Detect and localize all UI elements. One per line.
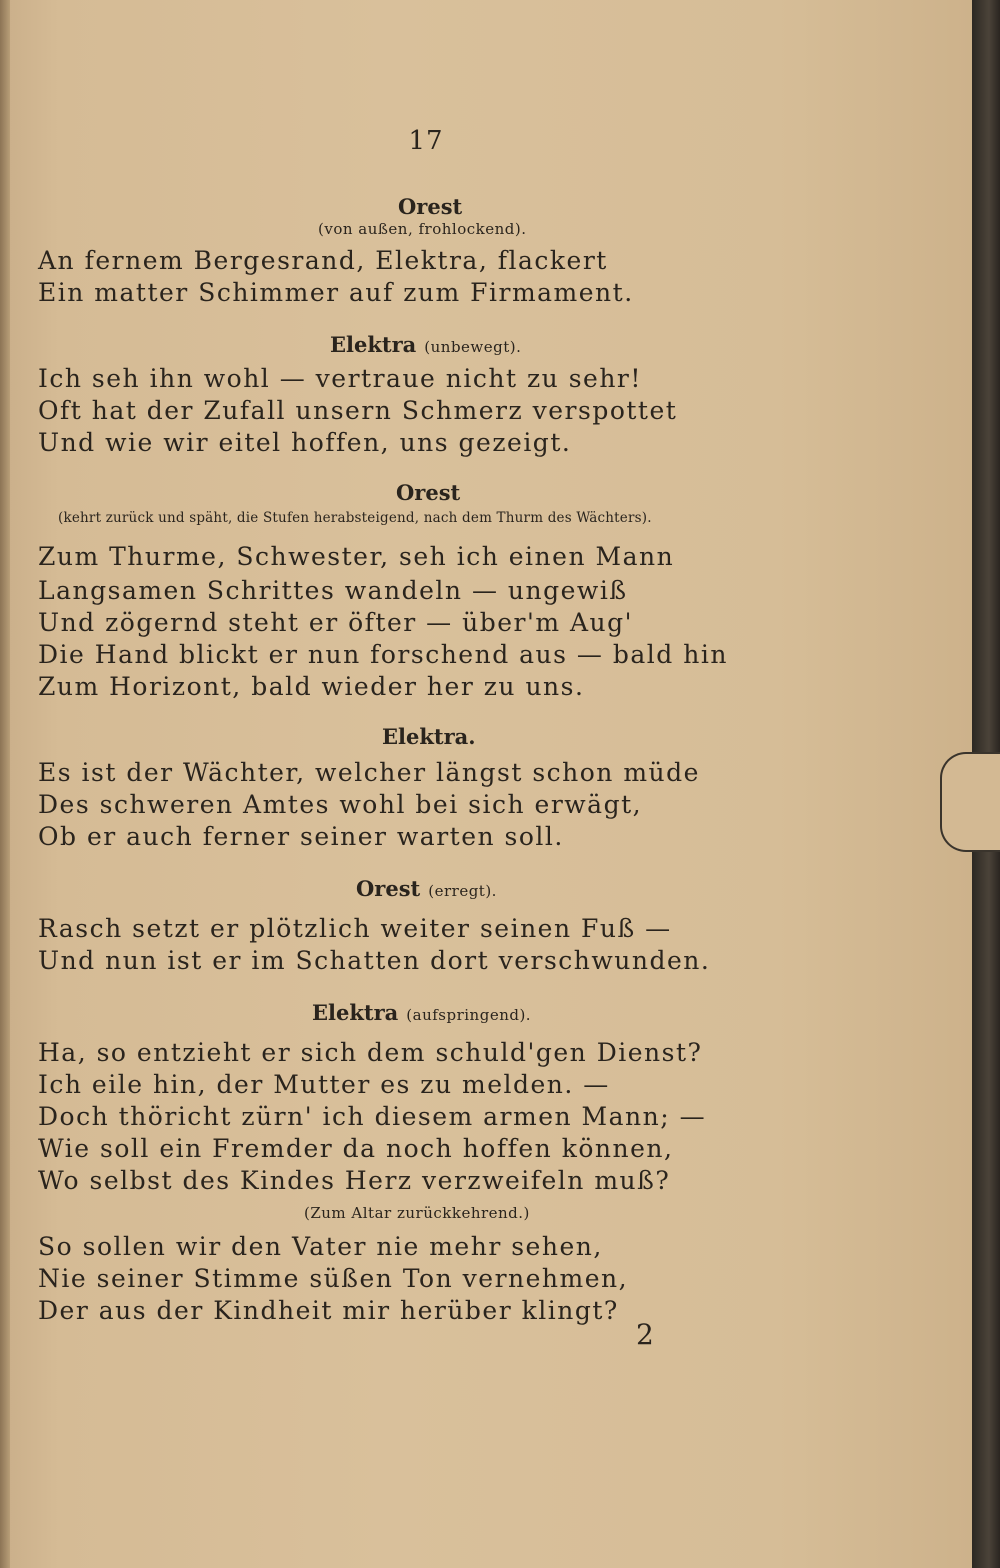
verse-line: An fernem Bergesrand, Elektra, flackert (38, 246, 608, 275)
stage-direction: (aufspringend). (406, 1006, 532, 1024)
verse-line: Und zögernd steht er öfter — über'm Aug' (38, 608, 633, 637)
verse-line: Und nun ist er im Schatten dort verschwunden. (38, 946, 711, 975)
stage-direction: (Zum Altar zurückkehrend.) (304, 1204, 530, 1222)
verse-line: Zum Thurme, Schwester, seh ich einen Mann (38, 542, 675, 571)
verse-line: Langsamen Schrittes wandeln — ungewiß (38, 576, 628, 605)
verse-line: Ich eile hin, der Mutter es zu melden. — (38, 1070, 610, 1099)
page-tab (940, 752, 1000, 852)
speaker-elektra (312, 1000, 531, 1025)
speaker-elektra (330, 332, 521, 357)
speaker-orest: Orest (396, 480, 461, 505)
verse-line: Ein matter Schimmer auf zum Firmament. (38, 278, 634, 307)
verse-line: Der aus der Kindheit mir herüber klingt? (38, 1296, 619, 1325)
speaker-name: Elektra (312, 1000, 399, 1025)
stage-direction: (kehrt zurück und späht, die Stufen herabsteigend, nach dem Thurm des Wächters). (58, 510, 652, 526)
page-binding-edge (0, 0, 10, 1568)
stage-direction: (unbewegt). (424, 338, 522, 356)
verse-line: Oft hat der Zufall unsern Schmerz verspottet (38, 396, 678, 425)
verse-line: Ob er auch ferner seiner warten soll. (38, 822, 564, 851)
verse-line: Die Hand blickt er nun forschend aus — bald hin (38, 640, 728, 669)
page-number: 17 (408, 126, 444, 156)
verse-line: Zum Horizont, bald wieder her zu uns. (38, 672, 585, 701)
verse-line: Des schweren Amtes wohl bei sich erwägt, (38, 790, 643, 819)
verse-line: Nie seiner Stimme süßen Ton vernehmen, (38, 1264, 629, 1293)
speaker-name: Elektra (330, 332, 417, 357)
speaker-orest (356, 876, 497, 901)
verse-line: Es ist der Wächter, welcher längst schon müde (38, 758, 700, 787)
signature-mark: 2 (636, 1318, 654, 1351)
verse-line: Wo selbst des Kindes Herz verzweifeln muß? (38, 1166, 671, 1195)
verse-line: Doch thöricht zürn' ich diesem armen Mann; — (38, 1102, 707, 1131)
speaker-elektra: Elektra. (382, 724, 476, 749)
verse-line: So sollen wir den Vater nie mehr sehen, (38, 1232, 603, 1261)
speaker-name: Orest (356, 876, 421, 901)
verse-line: Ha, so entzieht er sich dem schuld'gen Dienst? (38, 1038, 703, 1067)
stage-direction: (von außen, frohlockend). (318, 220, 527, 238)
verse-line: Und wie wir eitel hoffen, uns gezeigt. (38, 428, 572, 457)
verse-line: Wie soll ein Fremder da noch hoffen können, (38, 1134, 674, 1163)
verse-line: Rasch setzt er plötzlich weiter seinen Fuß — (38, 914, 672, 943)
speaker-orest: Orest (398, 194, 463, 219)
verse-line: Ich seh ihn wohl — vertraue nicht zu sehr! (38, 364, 642, 393)
stage-direction: (erregt). (428, 882, 497, 900)
